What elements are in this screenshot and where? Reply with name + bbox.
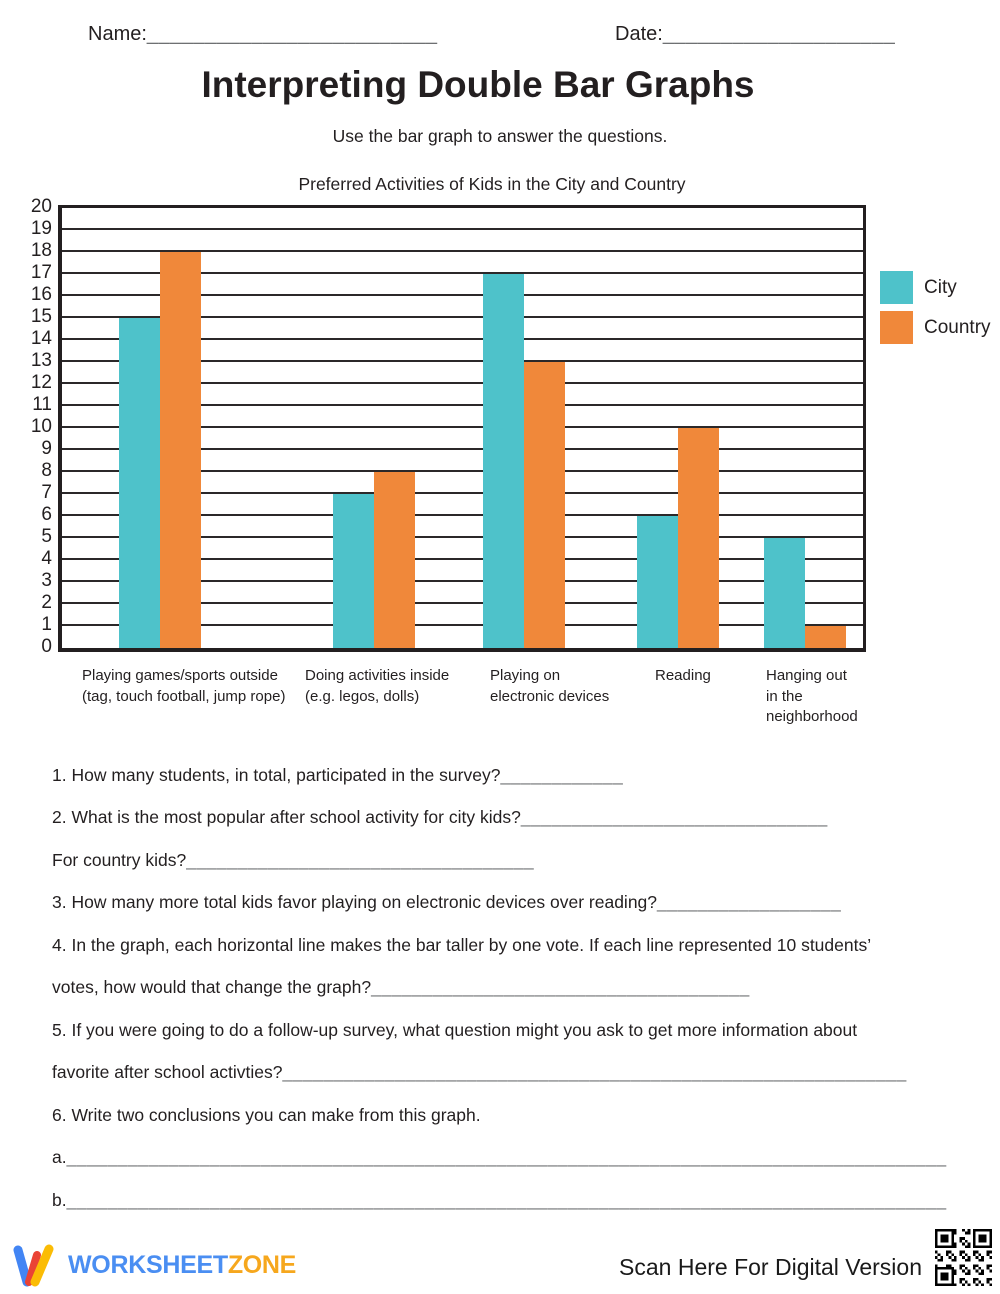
worksheetzone-w-icon [10, 1242, 60, 1288]
brand-word-worksheet: WORKSHEET [68, 1250, 228, 1279]
question-line: b. ______________________________________________________________________________________ [52, 1189, 947, 1210]
brand-logo [10, 1242, 296, 1288]
page-subtitle: Use the bar graph to answer the questions. [332, 126, 668, 146]
y-tick-label: 11 [32, 394, 52, 415]
question-line: 4. In the graph, each horizontal line makes the bar taller by one vote. If each line represented 10 students’ [52, 934, 872, 955]
w-mark-blue-stroke [18, 1250, 27, 1282]
y-tick-label: 5 [41, 526, 52, 547]
question-line: 5. If you were going to do a follow-up survey, what question might you ask to get more information about [52, 1019, 858, 1040]
qr-code [935, 1229, 992, 1286]
answer-blank: __________________ [657, 892, 842, 913]
y-tick-label: 19 [30, 218, 52, 239]
bar-country-group1 [160, 252, 201, 648]
legend-item-country [880, 311, 991, 344]
date-label: Date: [615, 23, 663, 45]
name-label: Name: [88, 23, 147, 45]
legend-label-country: Country [924, 316, 991, 338]
y-tick-label: 10 [30, 416, 52, 437]
answer-blank: _____________________________________________________________ [282, 1062, 907, 1083]
y-tick-label: 15 [30, 306, 52, 327]
page-title: Interpreting Double Bar Graphs [201, 64, 755, 105]
questions [52, 754, 992, 1222]
question-line: favorite after school activties? _____________________________________________________________ [52, 1062, 907, 1083]
bar-city-group2 [333, 494, 374, 648]
name-field [88, 23, 437, 46]
legend-swatch-city [880, 271, 913, 304]
y-tick-label: 2 [41, 592, 52, 613]
answer-blank: ______________________________________________________________________________________ [66, 1189, 947, 1210]
y-tick-label: 14 [30, 328, 52, 349]
scan-here-text: Scan Here For Digital Version [619, 1254, 922, 1280]
legend-item-city [880, 271, 991, 304]
bar-country-group5 [805, 626, 846, 648]
answer-blank: ______________________________ [520, 807, 828, 828]
y-tick-label: 18 [30, 240, 52, 261]
question-line: For country kids? __________________________________ [52, 849, 535, 870]
x-axis-label: Reading [655, 667, 711, 684]
date-field [615, 23, 895, 46]
y-tick-label: 6 [41, 504, 52, 525]
y-tick-label: 12 [30, 372, 52, 393]
x-axis-label: Doing activities inside (e.g. legos, dolls) [305, 667, 450, 705]
chart-title: Preferred Activities of Kids in the City and Country [298, 174, 686, 194]
question-line: 6. Write two conclusions you can make from this graph. [52, 1104, 481, 1125]
brand-name [68, 1251, 296, 1280]
answer-blank: ______________________________________________________________________________________ [66, 1147, 947, 1168]
y-tick-label: 20 [30, 196, 52, 217]
x-axis-label: Hanging out in the neighborhood [766, 667, 858, 725]
y-tick-label: 0 [41, 636, 52, 657]
y-tick-label: 8 [41, 460, 52, 481]
gridline [62, 228, 863, 230]
y-tick-label: 16 [30, 284, 52, 305]
y-tick-label: 1 [41, 614, 52, 635]
question-line: 1. How many students, in total, participated in the survey? ____________ [52, 764, 624, 785]
answer-blank: __________________________________ [186, 849, 535, 870]
name-blank: _________________________ [146, 23, 438, 45]
bar-city-group5 [764, 538, 805, 648]
question-line: votes, how would that change the graph? _____________________________________ [52, 977, 750, 998]
brand-word-zone: ZONE [227, 1250, 297, 1279]
bar-city-group3 [483, 274, 524, 648]
bar-city-group1 [119, 318, 160, 648]
plot-area [58, 205, 866, 652]
answer-blank: ____________ [500, 764, 624, 785]
answer-blank: _____________________________________ [371, 977, 750, 998]
legend-swatch-country [880, 311, 913, 344]
date-blank: ____________________ [662, 23, 896, 45]
legend [880, 271, 991, 351]
y-tick-label: 3 [41, 570, 52, 591]
x-axis-label: Playing on electronic devices [490, 667, 610, 705]
x-axis-labels [0, 666, 1000, 736]
question-line: 2. What is the most popular after school activity for city kids? ______________________________ [52, 807, 828, 828]
bar-country-group3 [524, 362, 565, 648]
question-line: 3. How many more total kids favor playing on electronic devices over reading? __________________ [52, 892, 842, 913]
bar-city-group4 [637, 516, 678, 648]
bar-country-group4 [678, 428, 719, 648]
x-axis-label: Playing games/sports outside (tag, touch football, jump rope) [82, 667, 286, 705]
y-tick-label: 17 [30, 262, 52, 283]
question-line: a. ______________________________________________________________________________________ [52, 1147, 947, 1168]
y-tick-label: 9 [41, 438, 52, 459]
legend-label-city: City [924, 276, 957, 298]
y-tick-label: 7 [41, 482, 52, 503]
bar-country-group2 [374, 472, 415, 648]
y-tick-label: 4 [41, 548, 52, 569]
y-axis [0, 196, 52, 657]
y-tick-label: 13 [30, 350, 52, 371]
